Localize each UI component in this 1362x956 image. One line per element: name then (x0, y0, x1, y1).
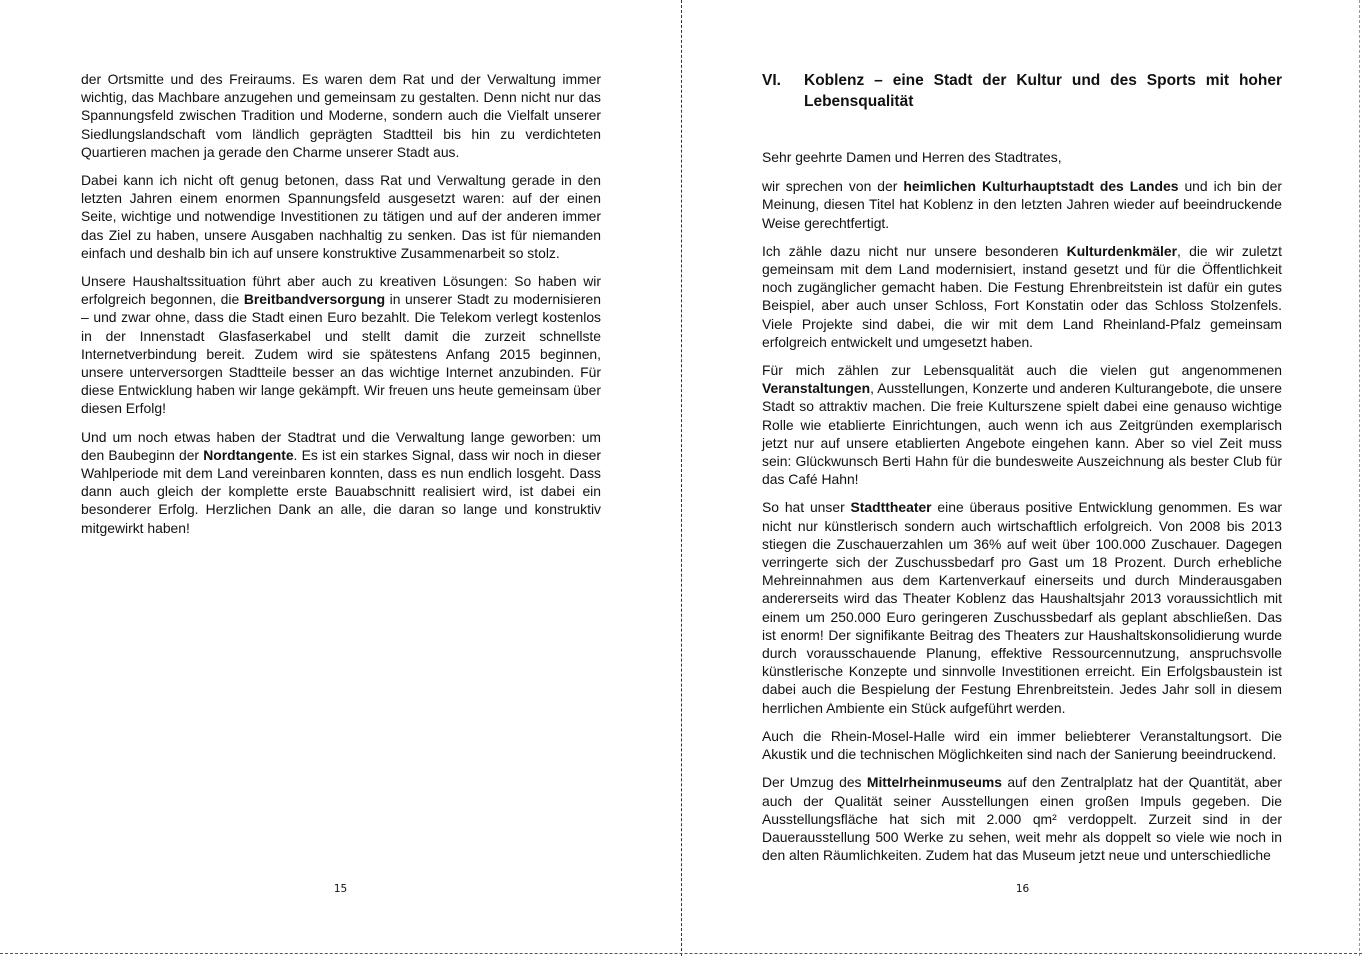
section-title: Koblenz – eine Stadt der Kultur und des Sports mit hoher Lebensqualität (804, 72, 1282, 110)
paragraph: So hat unser Stadttheater eine überaus positive Entwicklung genommen. Es war nicht nur künstlerisch sondern auch wirtschaftlich erfolgreich. Von 2008 bis 2013 stiegen die Zuschauerzahlen um 36% auf weit über 100.000 Zuschauer. Dagegen verringerte sich der Zuschussbedarf pro Gast um 18 Prozent. Durch erhebliche Mehreinnahmen aus dem Kartenverkauf einerseits und durch Minderausgaben andererseits wird das Theater Koblenz das Haushaltsjahr 2013 voraussichtlich mit einem um 250.000 Euro geringeren Zuschussbedarf als geplant abschließen. Das ist enorm! Der signifikante Beitrag des Theaters zur Haushaltskonsolidierung wurde durch vorausschauende Planung, effektive Ressourcennutzung, anspruchsvolle künstlerische Konzepte und sinnvolle Investitionen erreicht. Ein Erfolgsbaustein ist dabei auch die Bespielung der Festung Ehrenbreitstein. Jedes Jahr soll in diesem herrlichen Ambiente ein Stück aufgeführt werden. (762, 499, 1282, 716)
left-page-text-column (81, 70, 601, 547)
page-right (683, 0, 1362, 956)
paragraph: Ich zähle dazu nicht nur unsere besonderen Kulturdenkmäler, die wir zuletzt gemeinsam mit dem Land modernisiert, instand gesetzt und für die Öffentlichkeit noch zugänglicher gemacht haben. Die Festung Ehrenbreitstein ist dafür ein gutes Beispiel, aber auch unser Schloss, Fort Konstatin oder das Schloss Stolzenfels. Viele Projekte sind dabei, die wir mit dem Land Rheinland-Pfalz gemeinsam erfolgreich entwickelt und umgesetzt haben. (762, 242, 1282, 350)
paragraph: Der Umzug des Mittelrheinmuseums auf den Zentralplatz hat der Quantität, aber auch der Qualität seiner Ausstellungen einen großen Impuls gegeben. Die Ausstellungsfläche hat sich mit 2.000 qm² verdoppelt. Zurzeit sind in der Dauerausstellung 500 Werke zu sehen, weit mehr als doppelt so viele wie noch in den alten Räumlichkeiten. Zudem hat das Museum jetzt neue und unterschiedliche (762, 774, 1282, 864)
bold-term: Nordtangente (203, 446, 294, 463)
bold-term: Mittelrheinmuseums (866, 774, 1002, 791)
paragraph: Für mich zählen zur Lebensqualität auch die vielen gut angenommenen Veranstaltungen, Ausstellungen, Konzerte und anderen Kulturangebote, die unsere Stadt so attraktiv machen. Die freie Kulturszene spielt dabei eine genauso wichtige Rolle wie etablierte Einrichtungen, auch wenn ich aus Zeitgründen exemplarisch jetzt nur auf unsere etablierten Angebote eingehen kann. Aber so viel Zeit muss sein: Glückwunsch Berti Hahn für die bundesweite Auszeichnung als bester Club für das Café Hahn! (762, 362, 1282, 488)
section-number: VI. (762, 72, 781, 89)
right-page-text-column (762, 148, 1282, 874)
page-edge (1359, 0, 1360, 956)
paragraph: wir sprechen von der heimlichen Kulturhauptstadt des Landes und ich bin der Meinung, diesen Titel hat Koblenz in den letzten Jahren wieder auf beeindruckende Weise gerechtfertigt. (762, 178, 1283, 231)
paragraph: Auch die Rhein-Mosel-Halle wird ein immer beliebterer Veranstaltungsort. Die Akustik und die technischen Möglichkeiten sind nach der Sanierung beeindruckend. (762, 727, 1282, 763)
page-number: 15 (333, 883, 348, 895)
bold-term: Breitbandversorgung (243, 291, 386, 308)
paragraph: Unsere Haushaltssituation führt aber auch zu kreativen Lösungen: So haben wir erfolgreich begonnen, die Breitbandversorgung in unserer Stadt zu modernisieren – und zwar ohne, dass die Stadt einen Euro bezahlt. Die Telekom verlegt kostenlos in der Innenstadt Glasfaserkabel und stellt damit die zurzeit schnellste Internetverbindung bereit. Zudem wird sie spätestens Anfang 2015 beginnen, unsere unterversorgen Stadtteile besser an das wichtige Internet anzubinden. Für diese Entwicklung haben wir lange gekämpft. Wir freuen uns heute gemeinsam über diesen Erfolg! (81, 273, 602, 417)
bold-term: Kulturdenkmäler (1066, 242, 1178, 259)
bold-term: Veranstaltungen (762, 380, 871, 397)
page-divider (681, 0, 682, 956)
page-number: 16 (1015, 883, 1030, 895)
paragraph: der Ortsmitte und des Freiraums. Es waren dem Rat und der Verwaltung immer wichtig, das Machbare anzugehen und gemeinsam zu gestalten. Denn nicht nur das Spannungsfeld zwischen Tradition und Moderne, sondern auch die Vielfalt unserer Siedlungslandschaft vom ländlich geprägten Stadtteil bis hin zu verdichteten Quartieren machen ja gerade den Charme unserer Stadt aus. (81, 71, 601, 160)
bold-term: Stadttheater (850, 499, 932, 516)
bold-term: heimlichen Kulturhauptstadt des Landes (903, 178, 1179, 195)
paragraph: Und um noch etwas haben der Stadtrat und die Verwaltung lange geworben: um den Baubeginn der Nordtangente. Es ist ein starkes Signal, dass wir noch in dieser Wahlperiode mit dem Land vereinbaren konnten, dass es nun endlich losgeht. Dass dann auch gleich der komplette erste Bauabschnitt realisiert wird, ist dabei ein besonderer Erfolg. Herzlichen Dank an alle, die daran so lange und konstruktiv mitgewirkt haben! (81, 428, 601, 536)
page-bottom-edge (0, 953, 1362, 954)
salutation: Sehr geehrte Damen und Herren des Stadtrates, (762, 149, 1062, 165)
paragraph: Dabei kann ich nicht oft genug betonen, dass Rat und Verwaltung gerade in den letzten Jahren einem enormen Spannungsfeld ausgesetzt waren: auf der einen Seite, wichtige und notwendige Investitionen zu tätigen und auf der anderen immer das Ziel zu haben, unsere Ausgaben nachhaltig zu senken. Das ist für niemanden einfach und deshalb bin ich auf unsere konstruktive Zusammenarbeit so stolz. (81, 172, 601, 261)
section-heading (762, 70, 1282, 112)
